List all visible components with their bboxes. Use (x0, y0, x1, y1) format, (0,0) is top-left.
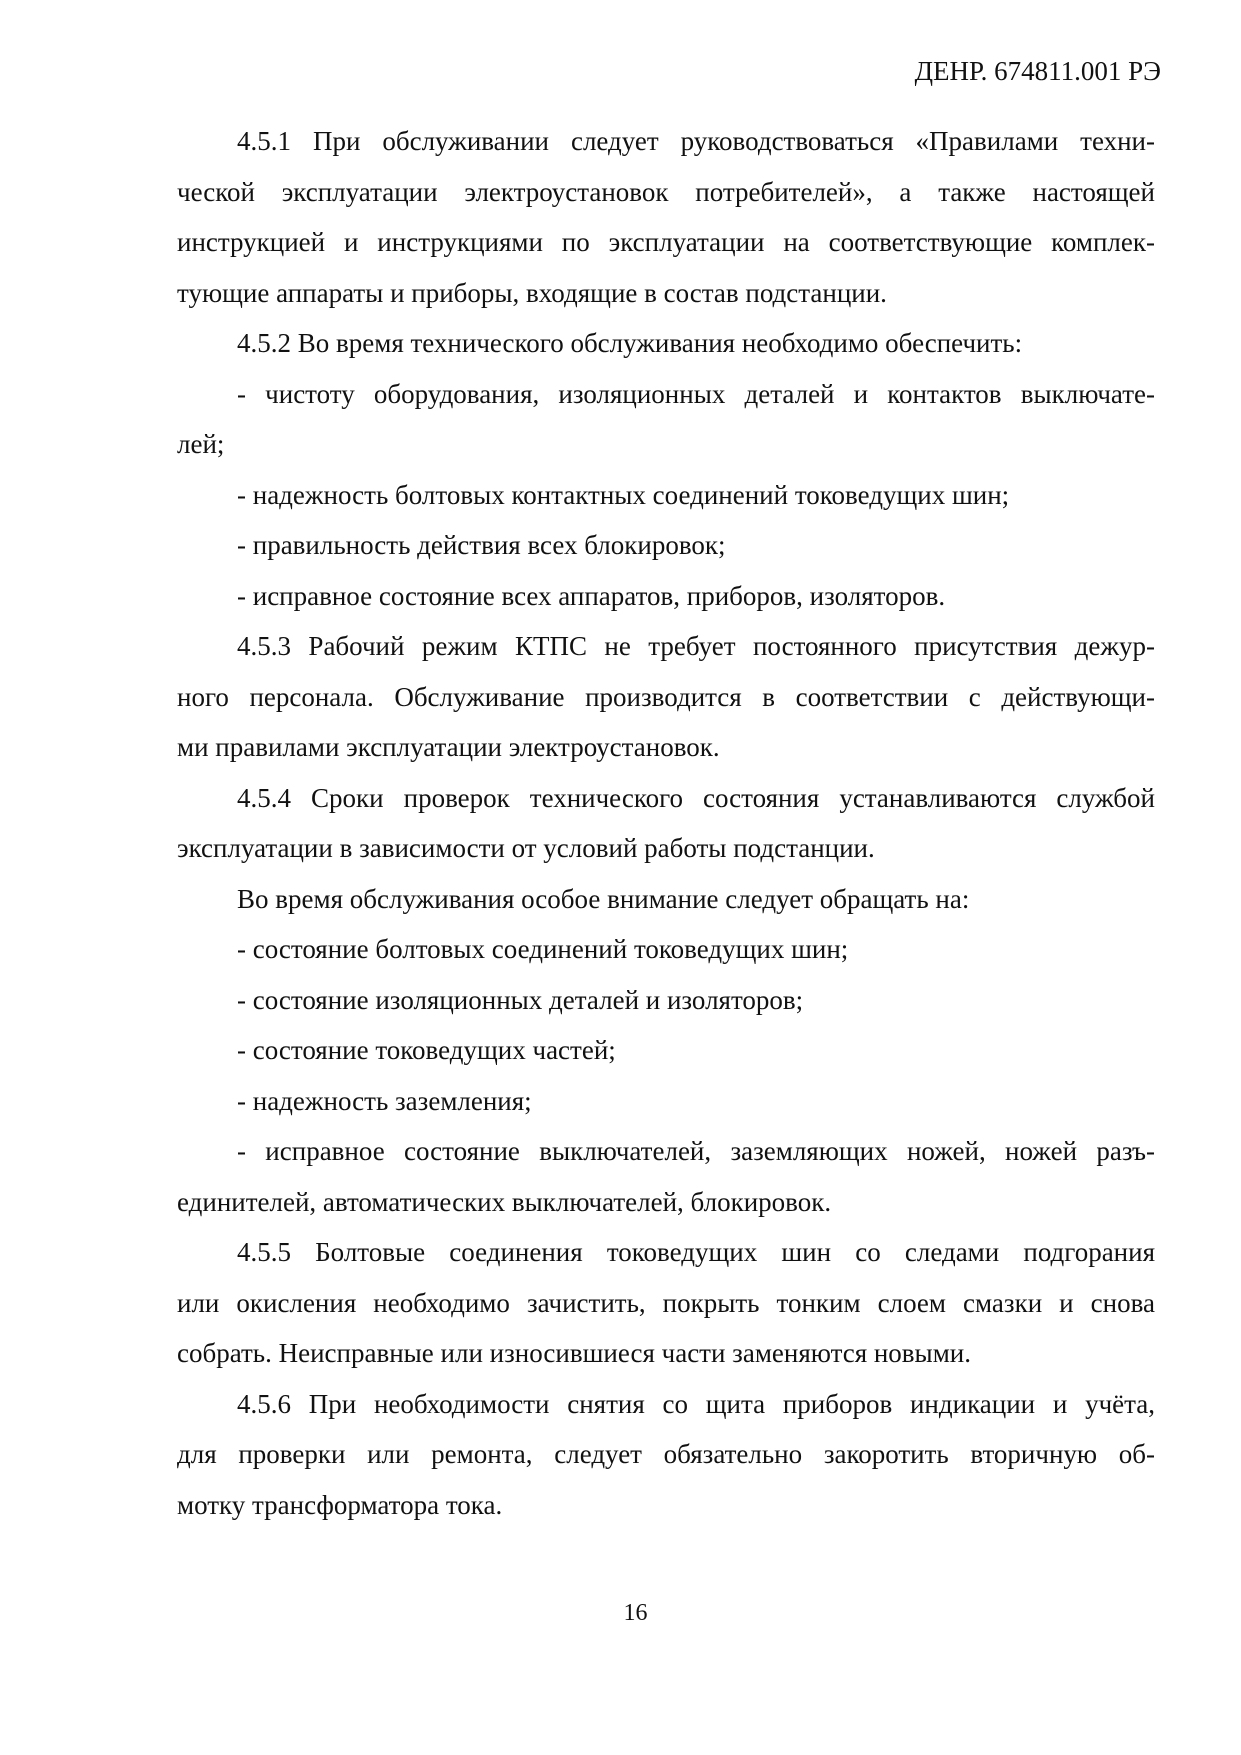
text-line: - исправное состояние всех аппаратов, приборов, изоляторов. (237, 580, 946, 611)
text-line: 4.5.5 Болтовые соединения токоведущих шин со следами подгорания (237, 1237, 1155, 1267)
text-line: ми правилами эксплуатации электроустановок. (177, 732, 720, 762)
page-number: 16 (623, 1600, 648, 1626)
text-line: ческой эксплуатации электроустановок потребителей», а также настоящей (177, 176, 1155, 207)
text-line: 4.5.1 При обслуживании следует руководствоваться «Правилами техни- (237, 126, 1155, 156)
text-line: для проверки или ремонта, следует обязательно закоротить вторичную об- (177, 1439, 1155, 1469)
text-line: или окисления необходимо зачистить, покрыть тонким слоем смазки и снова (177, 1287, 1155, 1318)
text-line: - надежность болтовых контактных соединений токоведущих шин; (237, 479, 1010, 510)
text-line: Во время обслуживания особое внимание следует обращать на: (237, 883, 970, 914)
body-text (177, 116, 1155, 1530)
document-code-header: ДЕНР. 674811.001 РЭ (914, 56, 1161, 86)
text-line: тующие аппараты и приборы, входящие в состав подстанции. (177, 277, 887, 308)
text-line: 4.5.4 Сроки проверок технического состояния устанавливаются службой (237, 782, 1155, 813)
text-line: эксплуатации в зависимости от условий работы подстанции. (177, 833, 875, 863)
text-line: - состояние токоведущих частей; (237, 1035, 616, 1065)
text-line: - состояние болтовых соединений токоведущих шин; (237, 934, 849, 964)
text-line: - исправное состояние выключателей, заземляющих ножей, ножей разъ- (237, 1136, 1155, 1166)
text-line: собрать. Неисправные или износившиеся части заменяются новыми. (177, 1338, 971, 1368)
text-line: - состояние изоляционных деталей и изоляторов; (237, 984, 804, 1015)
text-line: 4.5.3 Рабочий режим КТПС не требует постоянного присутствия дежур- (237, 631, 1155, 661)
text-line: 4.5.6 При необходимости снятия со щита приборов индикации и учёта, (237, 1388, 1155, 1419)
text-line: 4.5.2 Во время технического обслуживания необходимо обеспечить: (237, 328, 1023, 358)
text-line: - надежность заземления; (237, 1085, 532, 1116)
text-line: - чистоту оборудования, изоляционных деталей и контактов выключате- (237, 378, 1155, 409)
text-line: инструкцией и инструкциями по эксплуатации на соответствующие комплек- (177, 227, 1155, 257)
text-line: мотку трансформатора тока. (177, 1489, 503, 1520)
text-line: лей; (177, 429, 225, 459)
text-line: - правильность действия всех блокировок; (237, 530, 726, 560)
text-line: единителей, автоматических выключателей, блокировок. (177, 1186, 832, 1217)
text-line: ного персонала. Обслуживание производится в соответствии с действующи- (177, 681, 1155, 712)
